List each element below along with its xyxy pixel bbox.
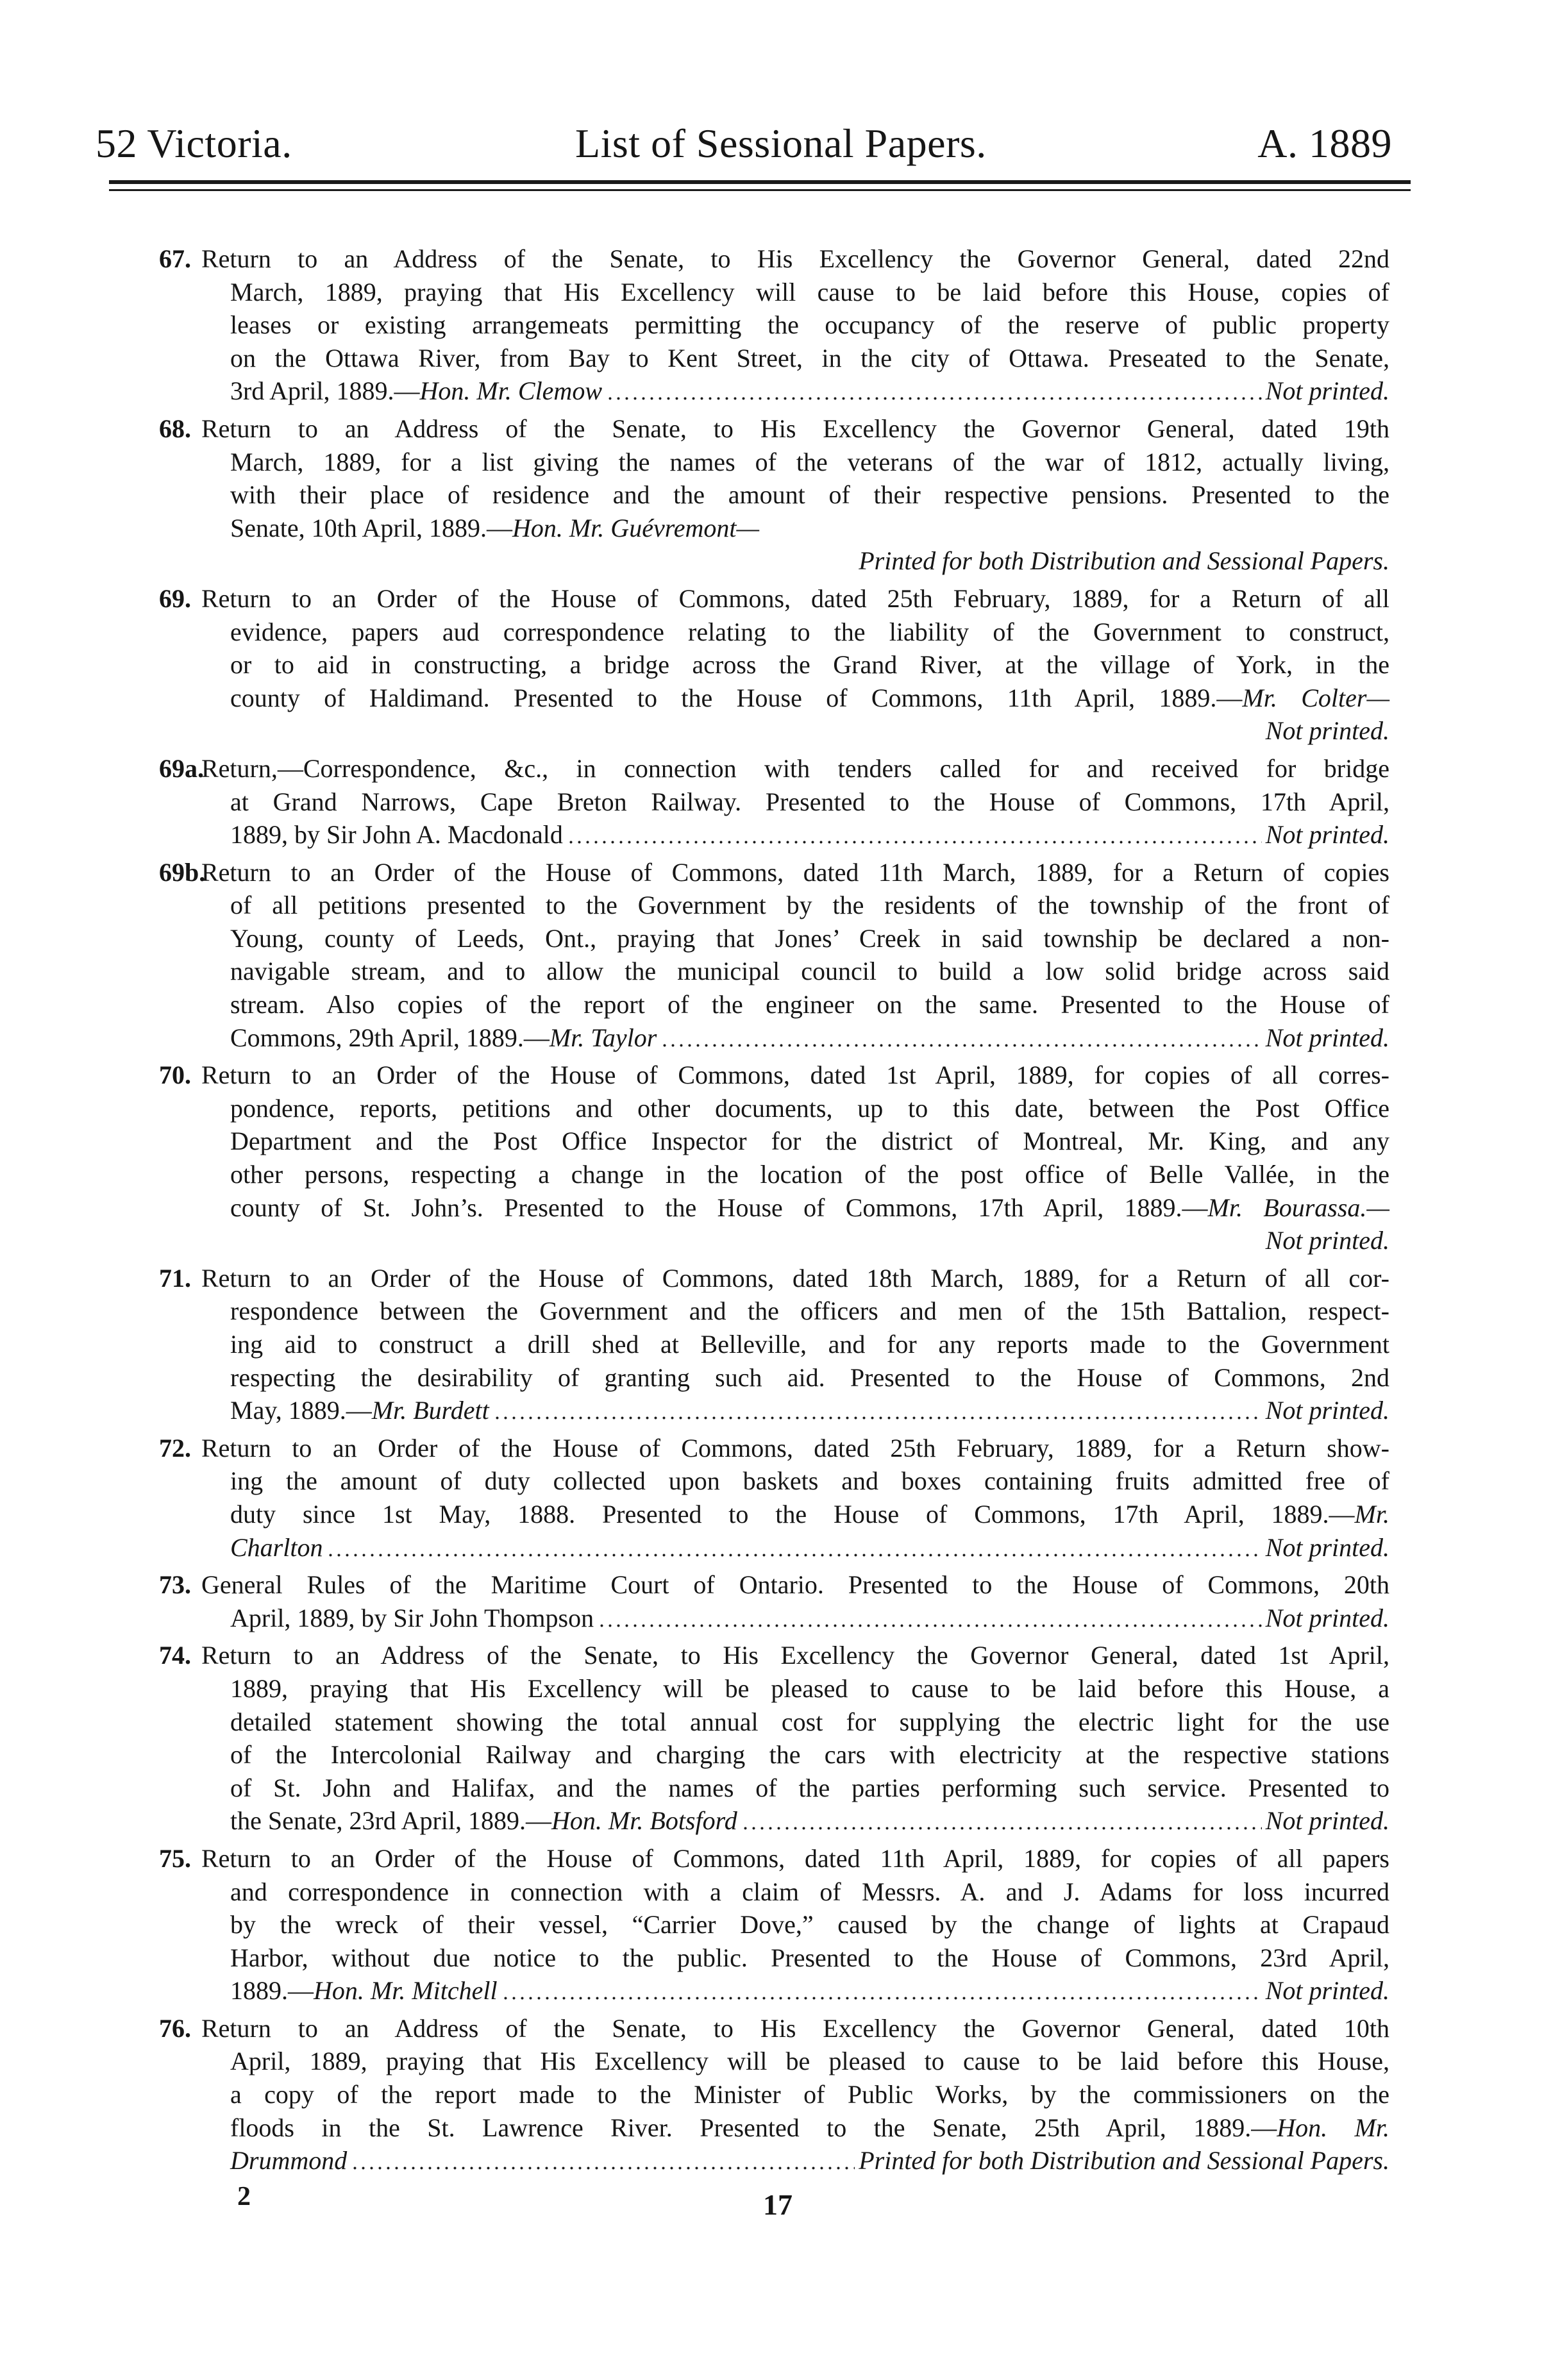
line-content	[230, 957, 1389, 985]
paper-entry	[159, 1059, 1389, 1257]
paper-number: 70.	[159, 1060, 191, 1090]
entry-text: April, 1889, by Sir John Thompson	[230, 1603, 594, 1632]
entry-text: April, 1889, praying that His Excellency will be pleased to cause to be laid before this House,	[230, 2047, 1389, 2076]
line-content	[230, 1160, 1389, 1189]
entry-text: of all petitions presented to the Government by the residents of the township of the front of	[230, 891, 1389, 920]
entry-line	[201, 1842, 1389, 1875]
line-content	[230, 1330, 1389, 1359]
entry-line	[201, 1432, 1389, 1465]
entry-text: stream. Also copies of the report of the engineer on the same. Presented to the House of	[230, 990, 1389, 1019]
entry-text: Return to an Order of the House of Commons, dated 11th April, 1889, for copies of all papers	[201, 1843, 1389, 1873]
entry-text: by the wreck of their vessel, “Carrier Dove,” caused by the change of lights at Crapaud	[230, 1910, 1389, 1940]
dot-leader	[326, 1531, 1261, 1564]
entry-line	[230, 1394, 1389, 1427]
entry-text: Return to an Order of the House of Commons, dated 25th February, 1889, for a Return of all	[201, 583, 1389, 613]
entry-line	[230, 648, 1389, 682]
entry-text: Return to an Address of the Senate, to His Excellency the Governor General, dated 1st April,	[201, 1641, 1389, 1670]
entry-text: detailed statement showing the total annual cost for supplying the electric light for the use	[230, 1707, 1389, 1736]
entry-line	[230, 682, 1389, 715]
print-status: Not printed.	[1265, 1806, 1389, 1836]
paper-number: 75.	[159, 1843, 191, 1873]
entry-text: Return to an Address of the Senate, to His Excellency the Governor General, dated 19th	[201, 414, 1389, 443]
page-number: 17	[763, 2188, 793, 2221]
paper-number: 73.	[159, 1570, 191, 1600]
line-content	[230, 514, 759, 542]
entry-line	[230, 1158, 1389, 1191]
entry-text: leases or existing arrangemeats permitting the occupancy of the reserve of public property	[230, 310, 1389, 340]
paper-number: 68.	[159, 414, 191, 443]
line-content	[201, 858, 1389, 887]
entry-text: other persons, respecting a change in the location of the post office of Belle Vallée, in the	[230, 1160, 1389, 1189]
paper-entry	[159, 412, 1389, 578]
paper-entry	[159, 1842, 1389, 2007]
entry-text: Return to an Order of the House of Commons, dated 18th March, 1889, for a Return of all cor-	[201, 1263, 1389, 1293]
entry-line	[201, 856, 1389, 889]
entry-text: with their place of residence and the amount of their respective pensions. Presented to the	[230, 480, 1389, 510]
entry-text: on the Ottawa River, from Bay to Kent Street, in the city of Ottawa. Preseated to the Senate,	[230, 343, 1389, 373]
line-content	[230, 1193, 1389, 1222]
entry-text: county of St. John’s. Presented to the House of Commons, 17th April, 1889.—	[230, 1193, 1208, 1222]
member-name: Hon. Mr. Botsford	[551, 1806, 737, 1836]
sessional-papers-list	[159, 242, 1390, 2177]
member-name: Hon. Mr.	[1277, 2113, 1390, 2142]
print-status: Printed for both Distribution and Sessional Papers.	[859, 546, 1389, 576]
print-status: Not printed.	[1265, 1532, 1389, 1562]
entry-line	[230, 1705, 1389, 1739]
line-content	[201, 414, 1389, 443]
entry-line	[230, 544, 1389, 578]
entry-line	[230, 1295, 1389, 1328]
line-content	[230, 891, 1389, 919]
entry-line	[230, 988, 1389, 1021]
dot-leader	[493, 1394, 1262, 1427]
entry-text: Return to an Order of the House of Commons, dated 1st April, 1889, for copies of all corres-	[201, 1060, 1389, 1090]
member-name: Charlton	[230, 1532, 323, 1562]
paper-entry	[159, 1568, 1389, 1634]
line-content	[201, 1844, 1389, 1873]
entry-line	[201, 1262, 1389, 1295]
entry-text: a copy of the report made to the Minister of Public Works, by the commissioners on the	[230, 2080, 1389, 2109]
line-content	[230, 278, 1389, 306]
line-content	[230, 1296, 1389, 1325]
entry-line	[201, 242, 1389, 276]
entry-line	[230, 1125, 1389, 1158]
entry-text: Young, county of Leeds, Ont., praying that Jones’ Creek in said township be declared a non-	[230, 923, 1389, 953]
entry-text: at Grand Narrows, Cape Breton Railway. Presented to the House of Commons, 17th April,	[230, 787, 1389, 816]
line-content	[201, 244, 1389, 273]
line-content	[230, 344, 1389, 373]
entry-line	[230, 1974, 1389, 2007]
entry-text: pondence, reports, petitions and other documents, up to this date, between the Post Office	[230, 1093, 1389, 1123]
entry-text: Commons, 29th April, 1889.—	[230, 1023, 550, 1052]
entry-line	[230, 1498, 1389, 1531]
entry-line	[230, 1602, 1389, 1635]
line-content	[230, 683, 1389, 712]
paper-entry	[159, 1639, 1389, 1838]
line-content	[230, 1877, 1389, 1906]
entry-text: May, 1889.—	[230, 1396, 372, 1425]
running-head-title: List of Sessional Papers.	[575, 121, 987, 166]
line-content	[230, 1910, 1389, 1939]
entry-line	[230, 1021, 1389, 1055]
entry-text: 1889, praying that His Excellency will be pleased to cause to be laid before this House, a	[230, 1673, 1389, 1703]
member-name: Mr. Bourassa.—	[1207, 1193, 1389, 1222]
entry-text: 3rd April, 1889.—	[230, 376, 420, 406]
entry-text: Department and the Post Office Inspector for the district of Montreal, Mr. King, and any	[230, 1127, 1389, 1156]
line-content	[230, 448, 1389, 476]
entry-line	[230, 1875, 1389, 1909]
print-status: Printed for both Distribution and Sessional Papers.	[859, 2146, 1389, 2175]
paper-entry	[159, 242, 1389, 408]
entry-line	[230, 714, 1389, 748]
paper-entry	[159, 1432, 1389, 1564]
paper-number: 69b.	[159, 857, 206, 887]
dot-leader	[606, 374, 1262, 408]
dot-leader	[567, 818, 1262, 851]
member-name: Hon. Mr. Clemow	[419, 376, 602, 406]
dot-leader	[501, 1974, 1262, 2007]
member-name: Mr. Burdett	[371, 1396, 489, 1425]
member-name: Hon. Mr. Guévremont—	[512, 513, 760, 542]
entry-line	[230, 1738, 1389, 1772]
entry-text: floods in the St. Lawrence River. Presented to the Senate, 25th April, 1889.—	[230, 2113, 1277, 2142]
paper-number: 72.	[159, 1433, 191, 1462]
entry-text: evidence, papers aud correspondence relating to the liability of the Government to construct,	[230, 617, 1389, 646]
line-content	[230, 2113, 1389, 2142]
entry-line	[230, 1328, 1389, 1361]
entry-text: March, 1889, for a list giving the names of the veterans of the war of 1812, actually living,	[230, 447, 1389, 476]
line-content	[230, 787, 1389, 816]
running-head-year: A. 1889	[1257, 121, 1392, 166]
line-content	[230, 1500, 1389, 1529]
line-content	[201, 1264, 1389, 1293]
entry-line	[230, 2045, 1389, 2078]
line-content	[230, 1707, 1389, 1736]
line-content	[230, 1943, 1389, 1972]
dot-leader	[598, 1602, 1262, 1635]
line-content	[201, 2014, 1389, 2043]
line-content	[201, 754, 1389, 783]
entry-line	[230, 818, 1389, 851]
entry-line	[230, 1361, 1389, 1395]
entry-line	[230, 478, 1389, 512]
entry-text: Return,—Correspondence, &c., in connection with tenders called for and received for bridge	[201, 753, 1389, 783]
line-content	[230, 1094, 1389, 1123]
signature-mark: 2	[237, 2182, 251, 2211]
header-rule-thin	[109, 189, 1411, 191]
entry-line	[201, 1639, 1389, 1672]
print-status: Not printed.	[1265, 376, 1389, 406]
entry-text: county of Haldimand. Presented to the House of Commons, 11th April, 1889.—	[230, 683, 1243, 712]
entry-text: General Rules of the Maritime Court of Ontario. Presented to the House of Commons, 20th	[201, 1570, 1389, 1600]
print-status: Not printed.	[1265, 820, 1389, 850]
entry-line	[230, 889, 1389, 922]
entry-text: respondence between the Government and the officers and men of the 15th Battalion, respect-	[230, 1296, 1389, 1326]
entry-line	[230, 1464, 1389, 1498]
entry-line	[201, 752, 1389, 785]
entry-line	[230, 1224, 1389, 1257]
entry-line	[230, 512, 1389, 545]
member-name: Hon. Mr. Mitchell	[314, 1976, 498, 2006]
entry-line	[230, 955, 1389, 988]
print-status: Not printed.	[1265, 1023, 1389, 1052]
paper-number: 67.	[159, 244, 191, 273]
entry-line	[230, 342, 1389, 375]
entry-text: duty since 1st May, 1888. Presented to the House of Commons, 17th April, 1889.—	[230, 1499, 1355, 1529]
entry-text: ing aid to construct a drill shed at Belleville, and for any reports made to the Government	[230, 1330, 1389, 1359]
paper-number: 74.	[159, 1641, 191, 1670]
line-content	[230, 2047, 1389, 2075]
paper-number: 71.	[159, 1263, 191, 1293]
paper-entry	[159, 1262, 1389, 1427]
line-content	[230, 1466, 1389, 1495]
entry-line	[230, 374, 1389, 408]
entry-text: the Senate, 23rd April, 1889.—	[230, 1806, 552, 1836]
paper-number: 69a.	[159, 753, 204, 783]
paper-number: 76.	[159, 2013, 191, 2043]
member-name: Drummond	[230, 2146, 348, 2175]
entry-line	[230, 1772, 1389, 1805]
paper-entry	[159, 2012, 1390, 2177]
line-content	[230, 1127, 1389, 1155]
print-status: Not printed.	[1265, 1396, 1389, 1425]
entry-line	[230, 1531, 1389, 1564]
print-status: Not printed.	[1265, 1226, 1389, 1255]
dot-leader	[351, 2144, 855, 2177]
print-status: Not printed.	[1265, 716, 1389, 746]
entry-text: and correspondence in connection with a claim of Messrs. A. and J. Adams for loss incurred	[230, 1877, 1389, 1906]
entry-line	[230, 2111, 1389, 2145]
paper-entry	[159, 752, 1389, 851]
paper-entry	[159, 856, 1389, 1055]
line-content	[230, 924, 1389, 953]
entry-line	[201, 2012, 1389, 2045]
line-content	[201, 1570, 1389, 1599]
line-content	[230, 1740, 1389, 1769]
entry-line	[230, 1804, 1389, 1838]
line-content	[230, 650, 1389, 679]
member-name: Mr.	[1354, 1499, 1389, 1529]
entry-line	[230, 1908, 1389, 1941]
entry-line	[230, 785, 1389, 819]
line-content	[230, 1773, 1389, 1802]
line-content	[230, 480, 1389, 509]
entry-text: Senate, 10th April, 1889.—	[230, 513, 512, 542]
entry-text: respecting the desirability of granting such aid. Presented to the House of Commons, 2nd	[230, 1362, 1389, 1392]
entry-line	[230, 2144, 1389, 2177]
print-status: Not printed.	[1265, 1976, 1389, 2006]
paper-entry	[159, 582, 1390, 748]
entry-text: Return to an Address of the Senate, to His Excellency the Governor General, dated 22nd	[201, 244, 1389, 273]
entry-line	[230, 1672, 1389, 1705]
entry-text: navigable stream, and to allow the municipal council to build a low solid bridge across said	[230, 957, 1389, 986]
entry-line	[201, 582, 1389, 616]
entry-text: of the Intercolonial Railway and charging the cars with electricity at the respective stations	[230, 1740, 1389, 1770]
entry-line	[230, 446, 1389, 479]
print-status: Not printed.	[1265, 1603, 1389, 1632]
line-content	[230, 990, 1389, 1019]
entry-line	[230, 1191, 1389, 1225]
running-head-session: 52 Victoria.	[96, 121, 292, 166]
entry-text: Return to an Address of the Senate, to His Excellency the Governor General, dated 10th	[201, 2013, 1389, 2043]
entry-line	[230, 308, 1389, 342]
entry-text: Return to an Order of the House of Commons, dated 25th February, 1889, for a Return show-	[201, 1433, 1389, 1462]
entry-text: of St. John and Halifax, and the names of the parties performing such service. Presented to	[230, 1773, 1389, 1802]
entry-text: Return to an Order of the House of Commons, dated 11th March, 1889, for a Return of copies	[201, 857, 1389, 887]
entry-line	[201, 1059, 1389, 1092]
line-content	[230, 617, 1389, 646]
line-content	[201, 1060, 1389, 1089]
entry-line	[201, 412, 1389, 446]
entry-text: 1889.—	[230, 1976, 314, 2006]
member-name: Mr. Colter—	[1242, 683, 1390, 712]
line-content	[230, 310, 1389, 339]
paper-number: 69.	[159, 583, 191, 613]
entry-line	[230, 2078, 1389, 2111]
entry-text: Harbor, without due notice to the public. Presented to the House of Commons, 23rd April,	[230, 1943, 1389, 1972]
entry-line	[230, 922, 1389, 955]
line-content	[201, 584, 1389, 613]
entry-line	[230, 616, 1389, 649]
header-rule-thick	[109, 180, 1411, 184]
line-content	[201, 1434, 1389, 1462]
member-name: Mr. Taylor	[549, 1023, 657, 1052]
line-content	[230, 1674, 1389, 1703]
line-content	[201, 1641, 1389, 1670]
entry-text: 1889, by Sir John A. Macdonald	[230, 820, 563, 850]
entry-line	[230, 1092, 1389, 1125]
line-content	[230, 1363, 1389, 1392]
entry-line	[230, 276, 1389, 309]
entry-text: March, 1889, praying that His Excellency will cause to be laid before this House, copies of	[230, 277, 1389, 306]
line-content	[230, 2080, 1389, 2109]
entry-text: ing the amount of duty collected upon baskets and boxes containing fruits admitted free of	[230, 1466, 1389, 1496]
dot-leader	[741, 1804, 1262, 1838]
entry-text: or to aid in constructing, a bridge across the Grand River, at the village of York, in the	[230, 650, 1389, 680]
entry-line	[201, 1568, 1389, 1602]
entry-line	[230, 1941, 1389, 1975]
dot-leader	[660, 1021, 1261, 1055]
